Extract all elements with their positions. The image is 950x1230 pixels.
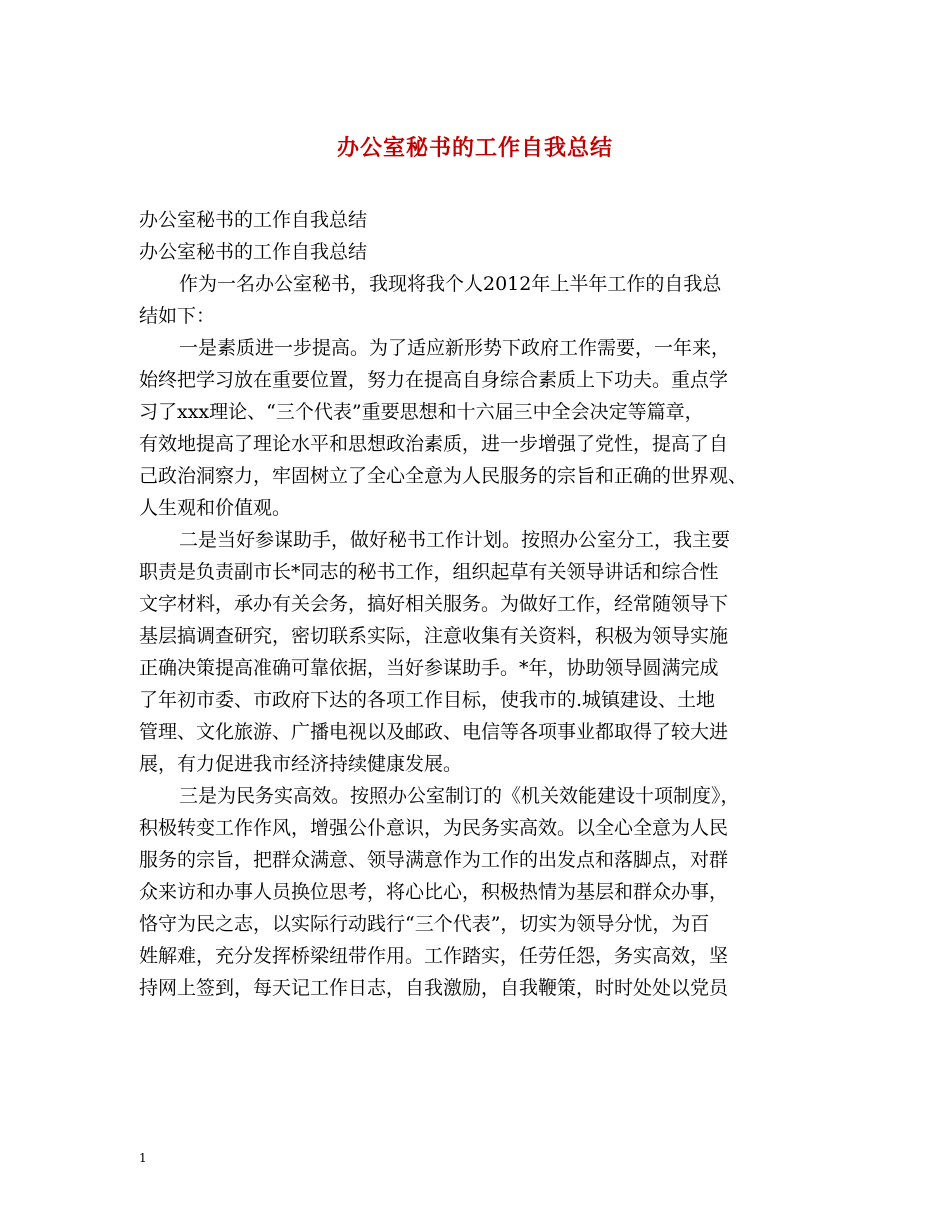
body-line-section2-7: 管理、文化旅游、广播电视以及邮政、电信等各项事业都取得了较大进 [139, 721, 729, 743]
page-number: 1 [139, 1151, 147, 1165]
document-body [139, 204, 827, 1004]
body-line-section2-6: 了年初市委、市政府下达的各项工作目标，使我市的.城镇建设、土地 [139, 689, 716, 711]
body-line-section1-1: 一是素质进一步提高。为了适应新形势下政府工作需要，一年来， [179, 337, 731, 359]
body-line-section2-3: 文字材料，承办有关会务，搞好相关服务。为做好工作，经常随领导下 [139, 593, 729, 615]
body-line-section2-4: 基层搞调查研究，密切联系实际，注意收集有关资料，积极为领导实施 [139, 625, 729, 647]
body-line-section1-3: 习了xxx理论、“三个代表”重要思想和十六届三中全会决定等篇章， [139, 401, 704, 423]
body-line-section1-4: 有效地提高了理论水平和思想政治素质，进一步增强了党性，提高了自 [139, 433, 729, 455]
body-line-intro-2: 结如下： [139, 305, 216, 327]
body-line-subtitle-1: 办公室秘书的工作自我总结 [139, 209, 368, 231]
body-line-section2-2: 职责是负责副市长*同志的秘书工作，组织起草有关领导讲话和综合性 [139, 561, 719, 583]
body-line-section2-1: 二是当好参谋助手，做好秘书工作计划。按照办公室分工，我主要 [179, 529, 731, 551]
body-line-section3-3: 服务的宗旨，把群众满意、领导满意作为工作的出发点和落脚点，对群 [139, 849, 729, 871]
body-line-section2-5: 正确决策提高准确可靠依据，当好参谋助手。*年，协助领导圆满完成 [139, 657, 719, 679]
body-line-section1-5: 己政治洞察力，牢固树立了全心全意为人民服务的宗旨和正确的世界观、 [139, 465, 748, 487]
body-line-section2-8: 展，有力促进我市经济持续健康发展。 [139, 753, 463, 775]
body-line-section3-6: 姓解难，充分发挥桥梁纽带作用。工作踏实，任劳任怨，务实高效，坚 [139, 945, 729, 967]
body-line-subtitle-2: 办公室秘书的工作自我总结 [139, 241, 368, 263]
body-line-section1-2: 始终把学习放在重要位置，努力在提高自身综合素质上下功夫。重点学 [139, 369, 729, 391]
document-title: 办公室秘书的工作自我总结 [336, 135, 613, 161]
body-line-section3-2: 积极转变工作作风，增强公仆意识，为民务实高效。以全心全意为人民 [139, 817, 729, 839]
body-line-section3-4: 众来访和办事人员换位思考，将心比心，积极热情为基层和群众办事， [139, 881, 729, 903]
body-line-intro-1: 作为一名办公室秘书，我现将我个人2012年上半年工作的自我总 [179, 273, 722, 295]
body-line-section3-1: 三是为民务实高效。按照办公室制订的《机关效能建设十项制度》， [179, 785, 740, 807]
body-line-section3-5: 恪守为民之志，以实际行动践行“三个代表”，切实为领导分忧，为百 [139, 913, 710, 935]
body-line-section1-6: 人生观和价值观。 [139, 497, 292, 519]
body-line-section3-7: 持网上签到，每天记工作日志，自我激励，自我鞭策，时时处处以党员 [139, 977, 729, 999]
